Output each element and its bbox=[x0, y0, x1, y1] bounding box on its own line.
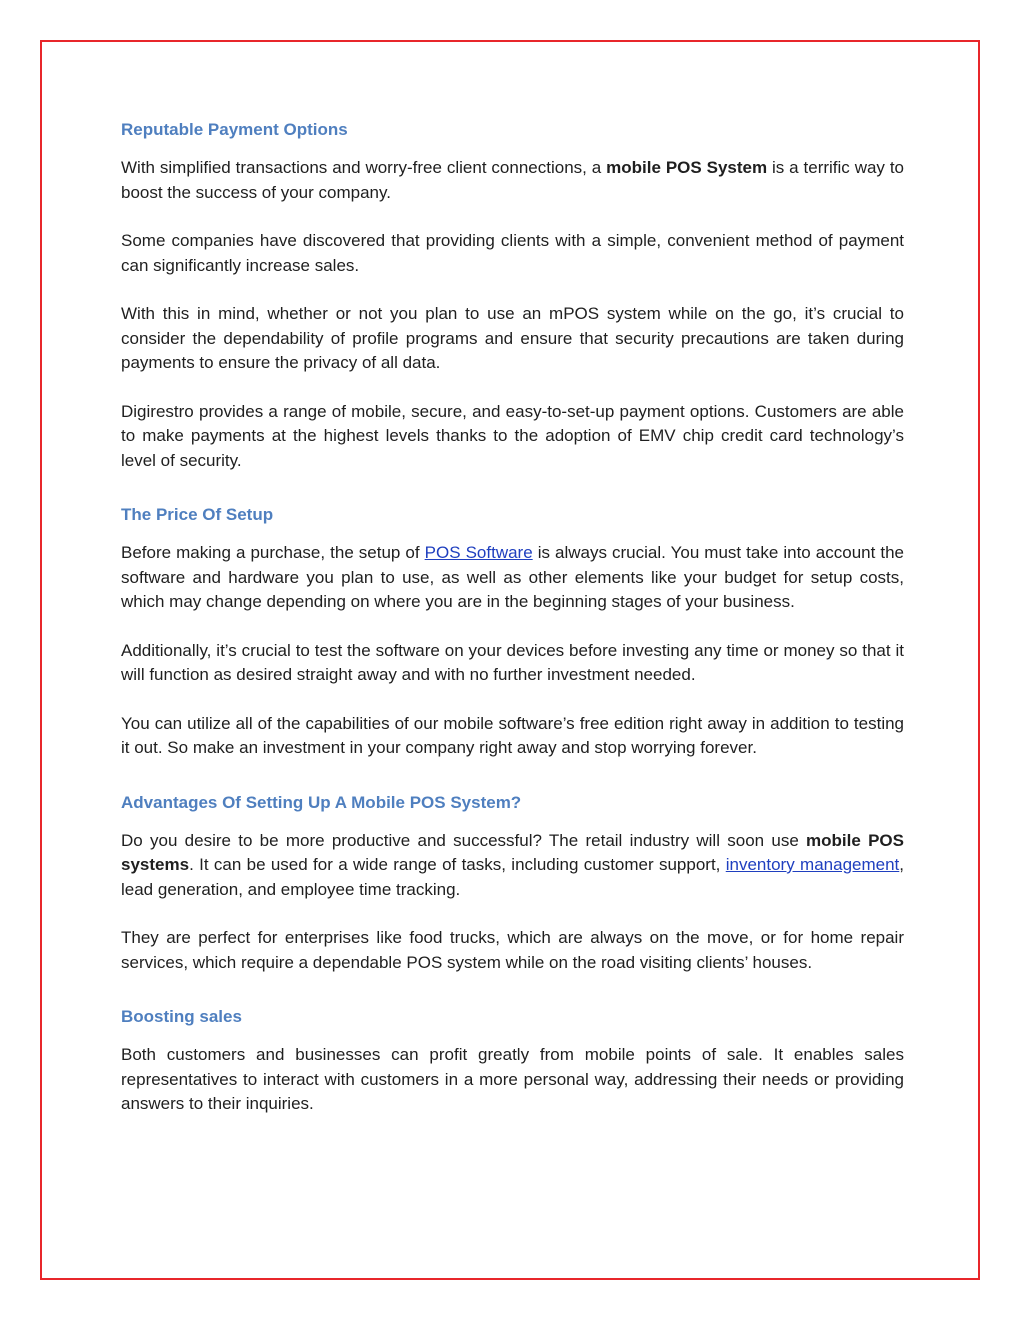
paragraph bbox=[121, 639, 904, 688]
text-run: With simplified transactions and worry-free client connections, a bbox=[121, 158, 607, 177]
bold-phrase: mobile POS systems bbox=[121, 830, 904, 874]
text-run: Do you desire to be more productive and successful? The retail industry will soon use bbox=[121, 830, 807, 850]
section-heading: Advantages Of Setting Up A Mobile POS System? bbox=[121, 792, 522, 812]
paragraph bbox=[121, 400, 904, 474]
paragraph bbox=[121, 926, 904, 975]
text-run: Before making a purchase, the setup of bbox=[121, 543, 425, 562]
paragraph bbox=[121, 302, 904, 376]
paragraph bbox=[121, 712, 904, 761]
text-run: , lead generation, and employee time tracking. bbox=[121, 855, 905, 899]
section-heading: The Price Of Setup bbox=[121, 505, 274, 524]
paragraph bbox=[121, 829, 904, 903]
text-run: is always crucial. You must take into account the software and hardware you plan to use, as well as other elements like your budget for setup costs, which may change depending on where you are in the beginning stages of your business. bbox=[121, 543, 904, 611]
text-run: . It can be used for a wide range of tasks, including customer support, bbox=[189, 855, 726, 874]
paragraph bbox=[121, 541, 904, 615]
paragraph bbox=[121, 156, 904, 205]
bold-phrase: mobile POS System bbox=[606, 158, 768, 177]
inline-link[interactable]: POS Software bbox=[424, 543, 533, 562]
text-run: They are perfect for enterprises like food trucks, which are always on the move, or for home repair services, which require a dependable POS system while on the road visiting clients’ houses. bbox=[121, 928, 904, 972]
text-run: is a terrific way to boost the success of your company. bbox=[121, 158, 904, 202]
text-run: Both customers and businesses can profit greatly from mobile points of sale. It enables sales representatives to interact with customers in a more personal way, addressing their needs or providing answers to their inquiries. bbox=[121, 1045, 904, 1113]
section-heading: Boosting sales bbox=[121, 1007, 242, 1026]
text-run: You can utilize all of the capabilities of our mobile software’s free edition right away in addition to testing it out. So make an investment in your company right away and stop worrying forever. bbox=[121, 713, 904, 757]
paragraph bbox=[121, 229, 904, 278]
section-heading: Reputable Payment Options bbox=[121, 120, 348, 139]
document-body bbox=[121, 118, 904, 1147]
text-run: Digirestro provides a range of mobile, secure, and easy-to-set-up payment options. Customers are able to make payments at the highest levels thanks to the adoption of EMV chip credit card technology’s level of security. bbox=[121, 401, 904, 470]
paragraph bbox=[121, 1043, 904, 1117]
text-run: Some companies have discovered that providing clients with a simple, convenient method of payment can significantly increase sales. bbox=[121, 231, 904, 275]
text-run: With this in mind, whether or not you plan to use an mPOS system while on the go, it’s crucial to consider the dependability of profile programs and ensure that security precautions are taken during payments to ensure the privacy of all data. bbox=[121, 304, 904, 372]
inline-link[interactable]: inventory management bbox=[725, 855, 900, 874]
text-run: Additionally, it’s crucial to test the software on your devices before investing any time or money so that it will function as desired straight away and with no further investment needed. bbox=[121, 640, 904, 684]
